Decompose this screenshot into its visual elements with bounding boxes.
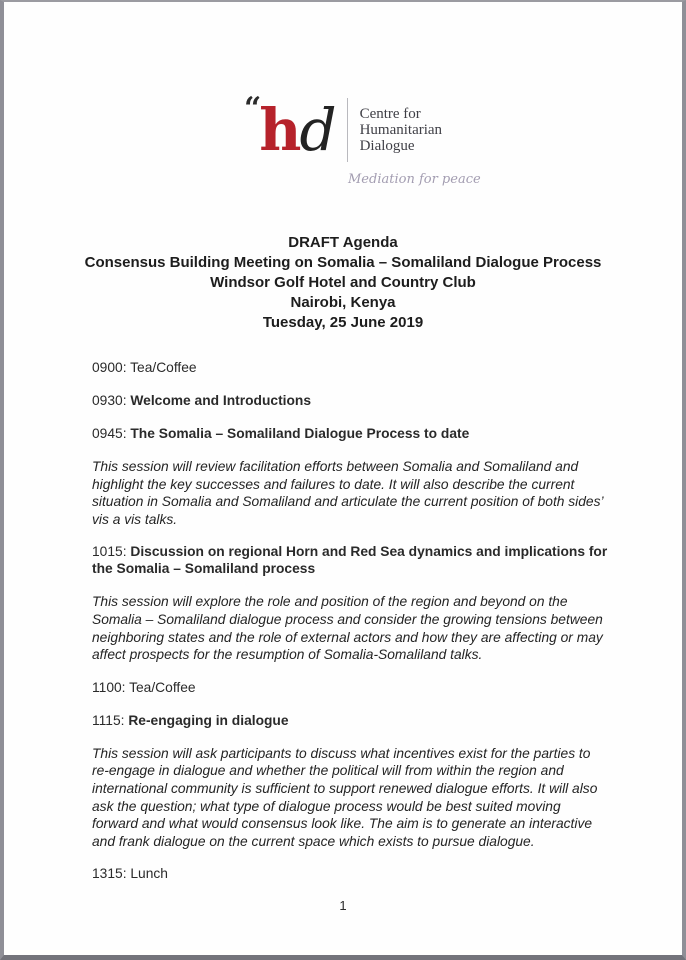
logo-letter-h: h xyxy=(259,95,300,164)
agenda-item-0945 xyxy=(92,425,608,442)
agenda-body xyxy=(92,359,608,898)
agenda-time: 0945: xyxy=(92,426,127,441)
logo-tagline: Mediation for peace xyxy=(348,172,481,187)
agenda-time: 1115: xyxy=(92,712,125,728)
agenda-title: Welcome and Introductions xyxy=(130,393,312,408)
agenda-title: The Somalia – Somaliland Dialogue Process to date xyxy=(130,426,470,441)
agenda-time: 1315: xyxy=(92,866,127,882)
agenda-item-1315 xyxy=(92,865,608,882)
logo-letter-d: d xyxy=(299,95,337,164)
agenda-title: Tea/Coffee xyxy=(130,360,197,375)
agenda-item-0900 xyxy=(92,359,608,376)
agenda-item-0930 xyxy=(92,392,608,409)
hd-logo-mark xyxy=(244,91,337,164)
agenda-item-1015 xyxy=(92,543,608,577)
agenda-title: Lunch xyxy=(130,866,168,882)
agenda-title: Tea/Coffee xyxy=(129,679,196,695)
document-title-block xyxy=(4,233,682,333)
agenda-item-1100 xyxy=(92,679,608,696)
organization-name xyxy=(360,106,442,154)
session-description: This session will review facilitation efforts between Somalia and Somaliland and highlight the key successes and failures to date. It will also describe the current situation in Somalia and Somaliland and articulate the current position of both sides’ vis a vis talks. xyxy=(92,459,603,527)
org-name-line: Centre for xyxy=(359,106,421,122)
agenda-title: Re-engaging in dialogue xyxy=(128,712,289,728)
title-line-venue: Windsor Golf Hotel and Country Club xyxy=(210,274,476,291)
session-description: This session will explore the role and position of the region and beyond on the Somalia – Somaliland dialogue process and consider the growing tensions between neighboring states and the role of external actors and how they are affecting or may affect prospects for the resumption of Somalia-Somaliland talks. xyxy=(92,594,603,663)
page-number: 1 xyxy=(339,898,347,913)
logo-divider xyxy=(347,98,348,162)
agenda-time: 1015: xyxy=(92,544,127,560)
agenda-item-1115 xyxy=(92,712,608,729)
title-line-meeting-name: Consensus Building Meeting on Somalia – Somaliland Dialogue Process xyxy=(84,254,602,271)
agenda-time: 0900: xyxy=(92,360,127,375)
agenda-title: Discussion on regional Horn and Red Sea dynamics and implications for the Somalia – Somaliland process xyxy=(92,544,608,577)
session-description: This session will ask participants to discuss what incentives exist for the parties to re-engage in dialogue and whether the political will from within the region and international community is sufficient to support renewed dialogue efforts. It will also ask the question; what type of dialogue process would be best suited moving forward and what would consensus look like. The aim is to generate an interactive and frank dialogue on the current space which exists to pursue dialogue. xyxy=(92,745,598,849)
hd-logo xyxy=(244,91,481,187)
agenda-time: 0930: xyxy=(92,393,127,408)
agenda-time: 1100: xyxy=(92,679,126,695)
quote-mark-icon: “ xyxy=(244,91,259,127)
org-name-line: Humanitarian xyxy=(359,122,443,138)
title-line-date: Tuesday, 25 June 2019 xyxy=(262,314,424,331)
org-name-line: Dialogue xyxy=(359,138,415,154)
title-line-draft-agenda: DRAFT Agenda xyxy=(288,234,398,251)
title-line-city: Nairobi, Kenya xyxy=(290,294,396,311)
